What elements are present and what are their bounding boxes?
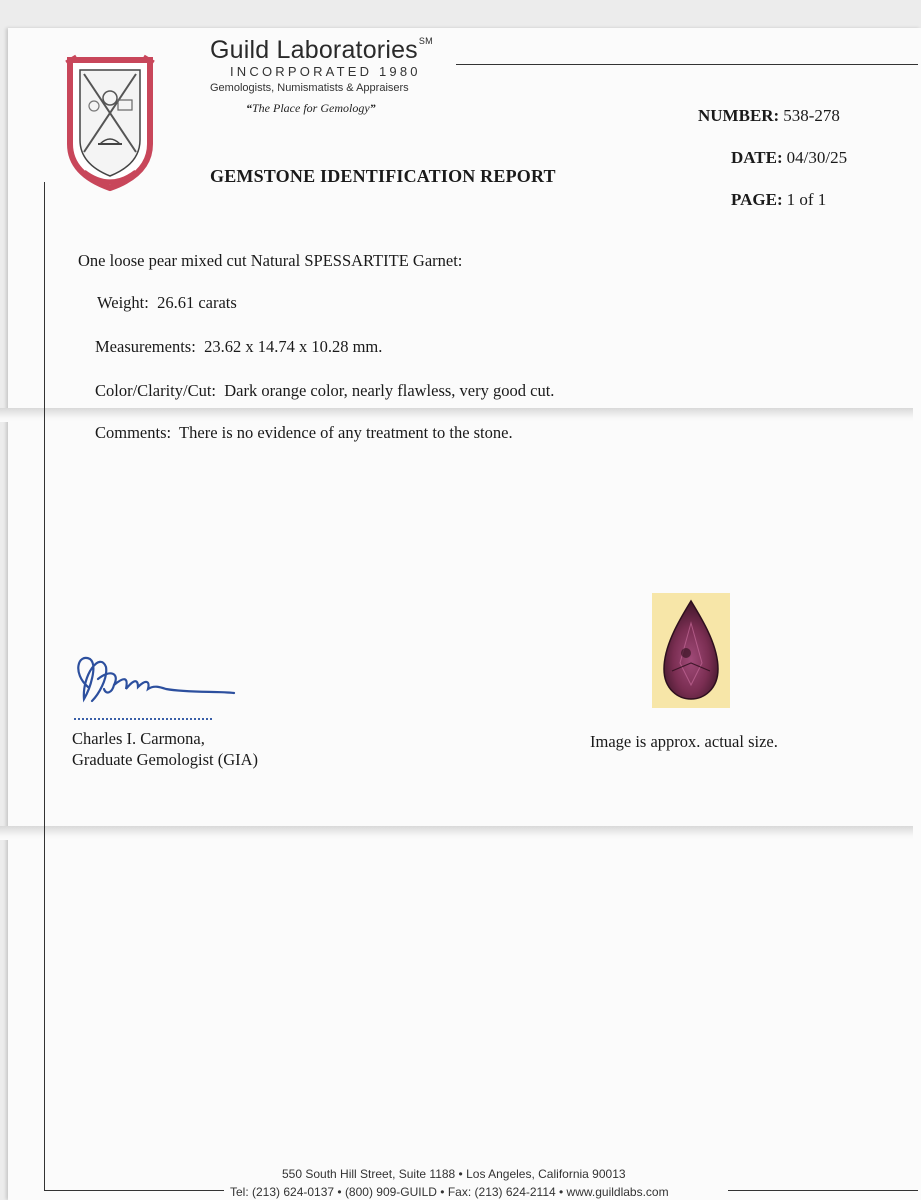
frame-bottom-rule-left [44,1190,224,1191]
frame-left-rule [44,182,45,1190]
gem-image-caption: Image is approx. actual size. [590,732,778,751]
report-title: GEMSTONE IDENTIFICATION REPORT [210,166,556,186]
color-clarity-cut-value: Dark orange color, nearly flawless, very good cut. [224,381,555,400]
signatory-block [72,728,258,770]
signatory-name: Charles I. Carmona, [72,729,205,748]
date-label: DATE: [731,148,783,167]
weight-label: Weight: [97,293,149,312]
footer-address: 550 South Hill Street, Suite 1188 • Los Angeles, California 90013 [282,1167,626,1181]
measurements-value: 23.62 x 14.74 x 10.28 mm. [204,337,383,356]
comments-value: There is no evidence of any treatment to the stone. [179,423,513,442]
crest-shield-icon [62,52,158,194]
comments-label: Comments: [95,423,172,442]
measurements-row [95,337,382,357]
header-rule [456,64,918,65]
signature-line [74,718,212,720]
signature-icon [68,645,240,707]
report-page [731,190,826,210]
comments-row [95,423,513,443]
date-value: 04/30/25 [786,148,848,167]
weight-row [97,293,237,313]
signatory-credential: Graduate Gemologist (GIA) [72,750,259,769]
color-clarity-cut-label: Color/Clarity/Cut: [95,381,217,400]
measurements-label: Measurements: [95,337,196,356]
report-number [698,106,840,126]
services-text: Gemologists, Numismatists & Appraisers [210,82,409,94]
footer-contact: Tel: (213) 624-0137 • (800) 909-GUILD • Fax: (213) 624-2114 • www.guildlabs.com [230,1185,669,1199]
paper-fold [0,408,913,422]
frame-bottom-rule-right [728,1190,918,1191]
color-clarity-cut-row [95,381,554,401]
tagline: “The Place for Gemology” [246,101,376,115]
gem-description: One loose pear mixed cut Natural SPESSARTITE Garnet: [78,251,463,270]
pear-gem-icon [652,593,730,708]
number-label: NUMBER: [698,106,780,125]
company-name: Guild Laboratories℠ [210,36,433,64]
page-label: PAGE: [731,190,783,209]
paper-fold [0,826,913,840]
report-date [731,148,847,168]
weight-value: 26.61 carats [157,293,237,312]
page-value: 1 of 1 [786,190,827,209]
incorporated-text: INCORPORATED 1980 [230,64,421,79]
service-mark: SM [418,36,433,46]
number-value: 538-278 [783,106,840,125]
gem-photo [652,593,730,708]
